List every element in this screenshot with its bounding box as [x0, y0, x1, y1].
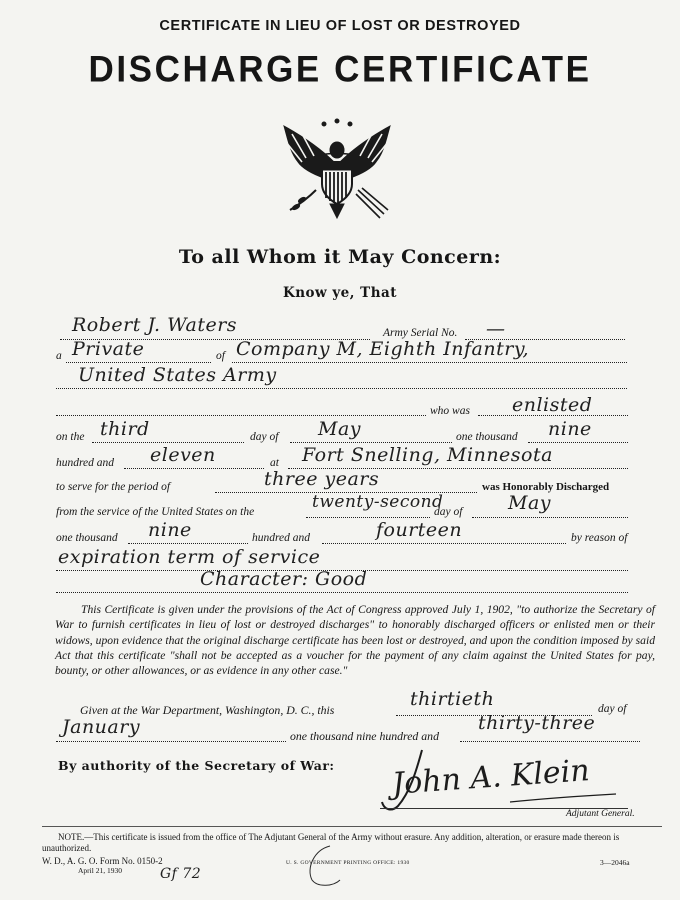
- label-hundred-and-2: hundred and: [252, 532, 311, 544]
- body-paragraph: This Certificate is given under the provisions of the Act of Congress approved July 1, 1902, "to authorize the Secretary of War to furnish certificates in lieu of lost or destroyed discharges" to honorably discharged officers or enlisted men or their widows, upon evidence that the original discharge certificate has been lost or destroyed, and upon the condition imposed by said Act that this certificate "shall not be accepted as a voucher for the payment of any claim against the United States for pay, bounty, or other allowances, or as evidence in any other case.": [55, 603, 655, 678]
- form-code: 3—2046a: [600, 858, 630, 867]
- hw-discharge-century: nine: [148, 519, 192, 541]
- hw-enlist-place: Fort Snelling, Minnesota: [302, 444, 553, 466]
- label-a: a: [56, 350, 62, 362]
- hw-branch: United States Army: [78, 364, 277, 386]
- footer-note: NOTE.—This certificate is issued from the office of The Adjutant General of the Army without erasure. Any addition, alteration, or erasure made thereon is unauthorized.: [42, 832, 620, 853]
- hw-issue-day: thirtieth: [410, 688, 495, 710]
- label-day-of: day of: [250, 431, 279, 443]
- hw-rank: Private: [72, 338, 145, 360]
- label-hundred-and: hundred and: [56, 457, 115, 469]
- label-army-serial: Army Serial No.: [383, 327, 458, 339]
- label-on-the: on the: [56, 431, 85, 443]
- label-who-was: who was: [430, 405, 470, 417]
- label-from-service: from the service of the United States on the: [56, 506, 255, 518]
- hw-enlist-century: nine: [548, 418, 592, 440]
- label-at: at: [270, 457, 279, 469]
- eagle-seal-icon: [272, 118, 402, 226]
- label-honorably-discharged: was Honorably Discharged: [482, 481, 610, 493]
- hw-status: enlisted: [512, 394, 593, 416]
- signature-handwritten: John A. Klein: [391, 753, 591, 802]
- hw-discharge-day: twenty-second: [312, 492, 444, 512]
- label-to-serve: to serve for the period of: [56, 481, 171, 493]
- know-ye-line: Know ye, That: [282, 285, 398, 301]
- adjutant-general-title: Adjutant General.: [566, 809, 635, 819]
- stamp-circle-icon: [300, 840, 360, 890]
- signature-flourish-icon: [380, 744, 620, 814]
- label-of: of: [216, 350, 225, 362]
- hw-character: Character: Good: [200, 568, 368, 590]
- label-day-of-2: day of: [434, 506, 463, 518]
- hw-enlist-day: third: [100, 418, 150, 440]
- hw-initials: Gf 72: [160, 866, 202, 882]
- hw-company: Company M, Eighth Infantry,: [236, 338, 530, 360]
- certificate-title: DISCHARGE CERTIFICATE: [88, 49, 592, 90]
- label-one-thousand-2: one thousand: [56, 532, 118, 544]
- hw-enlist-year: eleven: [150, 444, 216, 466]
- salutation: To all Whom it May Concern:: [178, 246, 502, 268]
- printing-office: U. S. GOVERNMENT PRINTING OFFICE: 1930: [286, 860, 410, 866]
- hw-enlist-month: May: [318, 418, 362, 440]
- hw-discharge-year: fourteen: [376, 519, 463, 541]
- given-at-day-of: day of: [598, 703, 627, 715]
- hw-discharge-month: May: [508, 492, 552, 514]
- hw-period: three years: [264, 468, 380, 490]
- hw-issue-year: thirty-three: [478, 712, 596, 734]
- form-date: April 21, 1930: [78, 866, 122, 875]
- given-at-label: Given at the War Department, Washington, D. C., this: [80, 703, 335, 717]
- hw-reason: expiration term of service: [58, 546, 321, 568]
- hw-serial: —: [486, 318, 506, 340]
- label-one-thousand: one thousand: [456, 431, 518, 443]
- certificate-supertitle: CERTIFICATE IN LIEU OF LOST OR DESTROYED: [159, 18, 521, 34]
- form-number: W. D., A. G. O. Form No. 0150-2: [42, 856, 163, 866]
- hw-issue-month: January: [62, 716, 141, 738]
- label-by-reason-of: by reason of: [571, 532, 628, 544]
- authority-line: By authority of the Secretary of War:: [58, 758, 335, 773]
- given-at-year-text: one thousand nine hundred and: [290, 729, 439, 743]
- hw-name: Robert J. Waters: [72, 314, 238, 336]
